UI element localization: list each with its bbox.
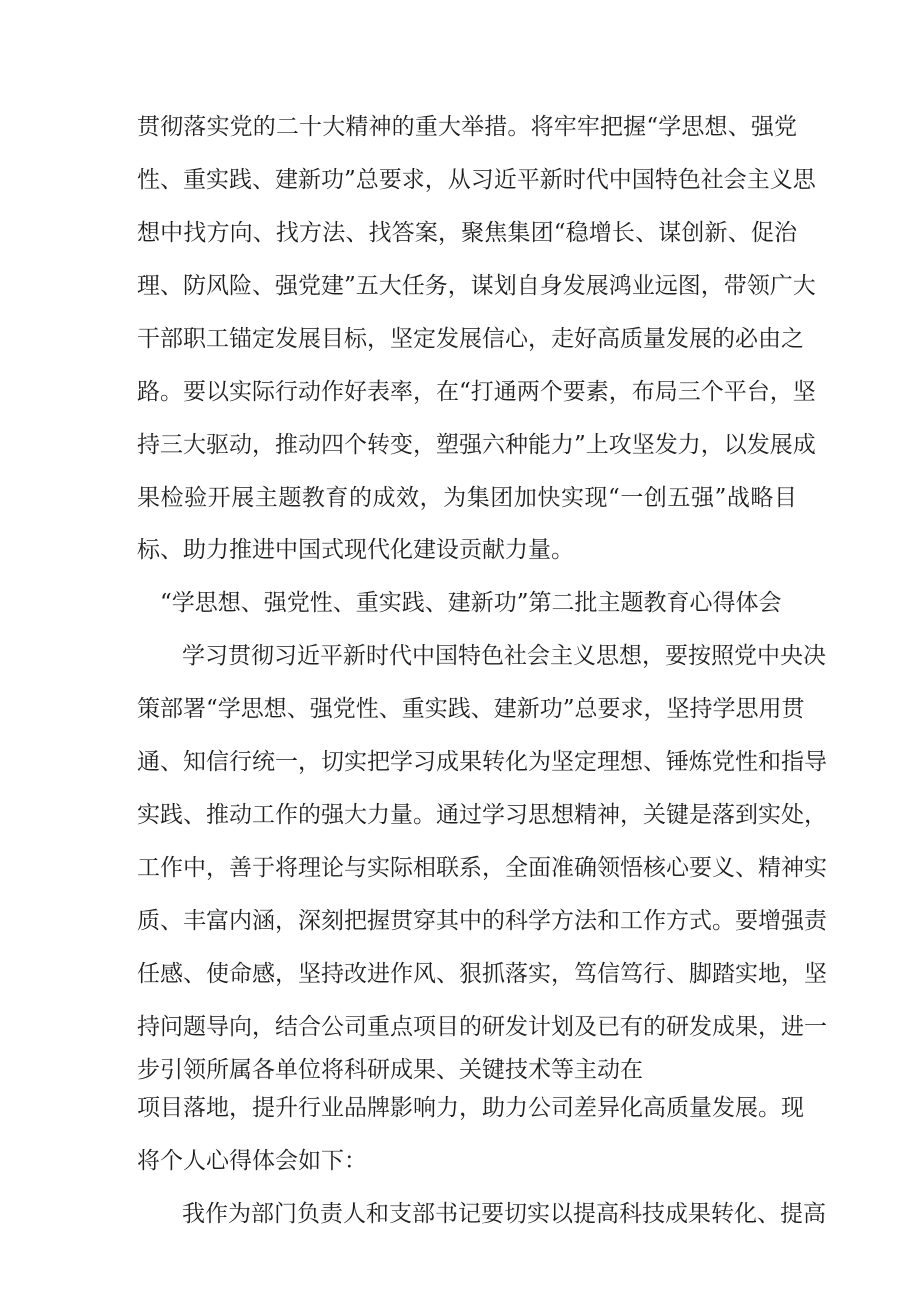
text-line: 贯彻落实党的二十大精神的重大举措。将牢牢把握“学思想、强党 [137, 114, 797, 140]
text-line: 路。要以实际行动作好表率，在“打通两个要素，布局三个平台，坚 [137, 379, 816, 405]
text-line: 项目落地，提升行业品牌影响力，助力公司差异化高质量发展。现 [137, 1095, 804, 1121]
text-line: 性、重实践、建新功”总要求，从习近平新时代中国特色社会主义思 [137, 167, 816, 193]
text-line: 持问题导向，结合公司重点项目的研发计划及已有的研发成果，进一 [137, 1014, 827, 1040]
text-line: 将个人心得体会如下： [137, 1148, 367, 1174]
text-line: 持三大驱动，推动四个转变，塑强六种能力”上攻坚发力，以发展成 [137, 432, 816, 458]
text-line: 通、知信行统一，切实把学习成果转化为坚定理想、锤炼党性和指导 [137, 749, 827, 775]
text-line: 任感、使命感，坚持改进作风、狠抓落实，笃信笃行、脚踏实地，坚 [137, 961, 827, 987]
section-title: “学思想、强党性、重实践、建新功”第二批主题教育心得体会 [160, 590, 782, 616]
text-line: 实践、推动工作的强大力量。通过学习思想精神，关键是落到实处， [137, 802, 827, 828]
text-line: 果检验开展主题教育的成效，为集团加快实现“一创五强”战略目 [137, 485, 797, 511]
text-line: 学习贯彻习近平新时代中国特色社会主义思想，要按照党中央决 [182, 643, 826, 669]
text-line: 理、防风险、强党建”五大任务，谋划自身发展鸿业远图，带领广大 [137, 273, 816, 299]
text-line: 干部职工锚定发展目标，坚定发展信心，走好高质量发展的必由之 [137, 326, 804, 352]
text-line: 想中找方向、找方法、找答案，聚焦集团“稳增长、谋创新、促治 [137, 220, 797, 246]
text-line: 步引领所属各单位将科研成果、关键技术等主动在 [137, 1057, 643, 1083]
text-line: 工作中，善于将理论与实际相联系，全面准确领悟核心要义、精神实 [137, 855, 827, 881]
text-line: 标、助力推进中国式现代化建设贡献力量。 [137, 537, 574, 563]
text-line: 质、丰富内涵，深刻把握贯穿其中的科学方法和工作方式。要增强责 [137, 908, 827, 934]
text-line: 我作为部门负责人和支部书记要切实以提高科技成果转化、提高 [182, 1201, 826, 1227]
text-line: 策部署“学思想、强党性、重实践、建新功”总要求，坚持学思用贯 [137, 696, 805, 722]
